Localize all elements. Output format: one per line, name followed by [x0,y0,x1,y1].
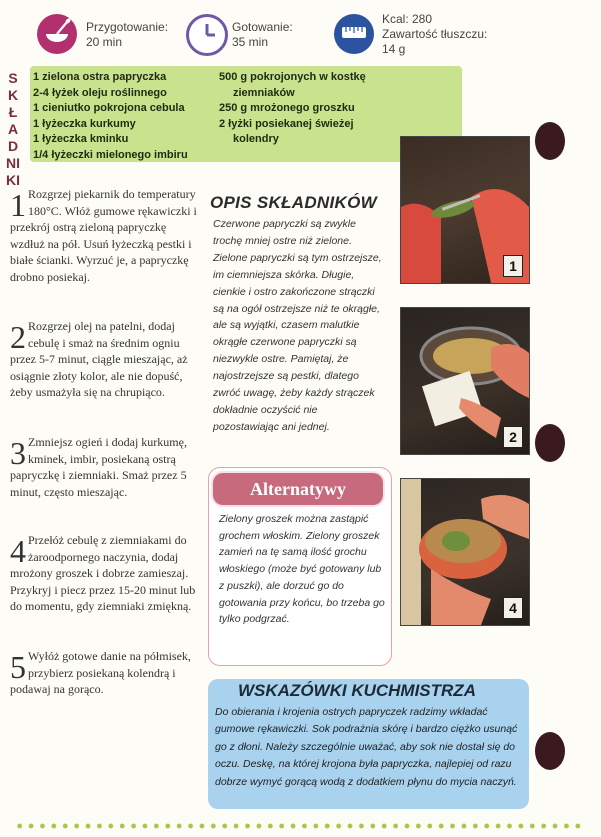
step-text: Rozgrzej piekarnik do temperatury 180°C. Włóż gumowe rękawiczki i przekrój ostrą zieloną papryczkę wzdłuż na pół. Usuń łyżeczką pestki i białe ścianki. Wyrzuć je, a papryczkę drobno posiekaj. [10,187,197,284]
binder-hole [535,732,565,770]
cook-value: 35 min [232,35,269,49]
step-5 [10,648,200,698]
step-text: Zmniejsz ogień i dodaj kurkumę, kminek, imbir, posiekaną ostrą papryczkę i ziemniaki. Smaż przez 5 minut, często mieszając. [10,435,187,499]
description-title: OPIS SKŁADNIKÓW [210,193,377,212]
step-1 [10,186,200,285]
photo-number: 4 [503,597,523,619]
description-text: Czerwone papryczki są zwykle trochę mniej ostre niż zielone. Zielone papryczki są tym ostrzejsze, im ciemniejsza skórka. Długie, cienkie i ostro zakończone strączki są na ogół ostrzejsze niż te okrągłe, ale są wyjątki, czasem malutkie okrągłe czerwone papryczki są niezwykle ostre. Pamiętaj, że najostrzejsze są pestki, dlatego zwróć uwagę, żeby każdy strączek dokładnie oczyścić nie pozostawiając ani jednej. [213,218,382,433]
ingredient-item: 1 łyżeczka kurkumy [33,117,136,130]
step-number: 1 [10,187,26,223]
ingredient-item: 1 łyżeczka kminku [33,133,129,146]
step-number: 4 [10,533,26,569]
step-text: Przełóż cebulę z ziemniakami do żaroodpornego naczynia, dodaj mrożony groszek i dobrze zamieszaj. Przykryj i piecz przez 15-20 minut lub do momentu, gdy ziemniaki zmiękną. [10,533,196,613]
ingredient-item: 1 cieniutko pokrojona cebula [33,102,185,115]
ingredients-left-list [33,70,188,164]
cook-label: Gotowanie: [232,20,293,34]
step-text: Rozgrzej olej na patelni, dodaj cebulę i smaż na średnim ogniu przez 5-7 minut, ciągle mieszając, aż osiągnie złoty kolor, ale nie dopuść, żeby usmażyła się na chrupiąco. [10,319,188,399]
cook-time [232,20,293,50]
ingredient-item: 1 zielona ostra papryczka [33,71,167,83]
scale-icon [334,14,374,54]
ingredient-item: 250 g mrożonego groszku [219,102,355,115]
ingredient-item: ziemniaków [233,86,295,99]
binder-hole [535,424,565,462]
step-photo-1 [400,136,530,284]
step-number: 3 [10,435,26,471]
ingredient-item: 1/4 łyżeczki mielonego imbiru [33,148,188,161]
ingredient-item: 2 łyżki posiekanej świeżej [219,117,354,130]
chef-tips-title: WSKAZÓWKI KUCHMISTRZA [238,681,476,700]
alternatives-text: Zielony groszek można zastąpić grochem włoskim. Zielony groszek zamień na tę samą ilość grochu włoskiego (może być gotowany lub z puszki), ale dorzuć go do gotowania przy końcu, bo trzeba go tylko podgrzać. [219,513,385,626]
footer-dotted-line [14,823,584,829]
binder-hole [535,122,565,160]
step-photo-4 [400,478,530,626]
step-3 [10,434,200,500]
photo-number: 2 [503,426,523,448]
nutrition-info [382,12,487,57]
step-photo-2 [400,307,530,455]
ingredient-item: kolendry [233,133,279,146]
fat-label: Zawartość tłuszczu: [382,27,488,41]
prep-label: Przygotowanie: [86,20,169,34]
step-number: 2 [10,319,26,355]
alternatives-title: Alternatywy [213,473,383,505]
whisk-bowl-icon [37,14,77,54]
kcal-label: Kcal: 280 [382,12,433,26]
ingredient-item: 2-4 łyżek oleju roślinnego [33,86,167,99]
fat-value: 14 g [382,42,406,56]
chef-tips-text: Do obierania i krojenia ostrych papryczek radzimy wkładać gumowe rękawiczki. Sok podrażnia skórę i bardzo ciężko usunąć go z dłoni. Należy szczególnie uważać, aby sok nie dostał się do oczu. Deskę, na której krojona była papryczka, najlepiej od razu dobrze wymyć gorącą wodą z dodatkiem płynu do mycia naczyń. [215,706,518,788]
prep-time [86,20,168,50]
clock-icon [186,14,228,56]
photo-number: 1 [503,255,523,277]
step-text: Wyłóż gotowe danie na półmisek, przybierz posiekaną kolendrą i podawaj na gorąco. [10,649,191,696]
ingredient-item: 500 g pokrojonych w kostkę [219,71,366,83]
ingredients-right-list [219,70,366,148]
ingredients-title-text: SKŁADNIKI [6,70,20,188]
prep-value: 20 min [86,35,123,49]
step-4 [10,532,200,615]
ingredients-title [4,70,22,189]
step-2 [10,318,200,401]
step-number: 5 [10,649,26,685]
